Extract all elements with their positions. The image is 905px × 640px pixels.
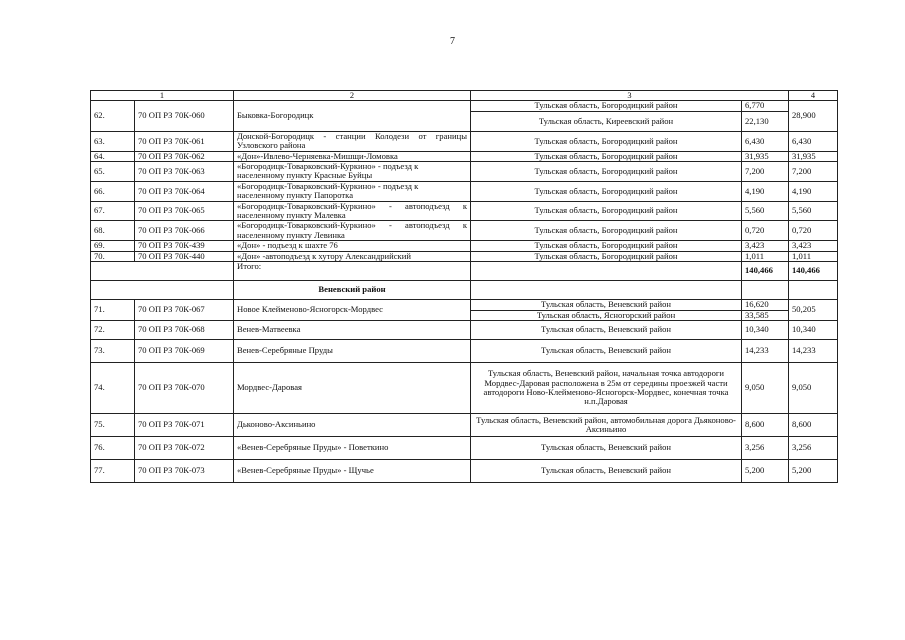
road-name: «Венев-Серебряные Пруды» - Щучье xyxy=(234,459,471,482)
district-row-blank xyxy=(91,281,234,300)
table-row xyxy=(91,339,838,362)
row-number: 65. xyxy=(91,162,135,182)
road-code: 70 ОП РЗ 70К-071 xyxy=(135,413,234,436)
road-name: «Дон» -автоподъезд к хутору Александрийский xyxy=(234,251,471,261)
row-number: 74. xyxy=(91,362,135,413)
road-code: 70 ОП РЗ 70К-439 xyxy=(135,241,234,251)
road-location: Тульская область, Богородицкий район xyxy=(471,201,742,221)
segment-length: 6,770 xyxy=(742,101,789,111)
row-number: 67. xyxy=(91,201,135,221)
total-length: 8,600 xyxy=(789,413,838,436)
table-row xyxy=(91,300,838,310)
table-row xyxy=(91,436,838,459)
table-row xyxy=(91,162,838,182)
header-col-1: 1 xyxy=(91,91,234,101)
total-length: 14,233 xyxy=(789,339,838,362)
total-length: 3,423 xyxy=(789,241,838,251)
road-code: 70 ОП РЗ 70К-065 xyxy=(135,201,234,221)
segment-length: 8,600 xyxy=(742,413,789,436)
total-length: 1,011 xyxy=(789,251,838,261)
table-row xyxy=(91,151,838,161)
segment-length: 31,935 xyxy=(742,151,789,161)
total-row-location-blank xyxy=(471,262,742,281)
page-number: 7 xyxy=(450,36,455,47)
road-location: Тульская область, Веневский район xyxy=(471,459,742,482)
road-name: Венев-Серебряные Пруды xyxy=(234,339,471,362)
road-name: «Дон»-Ивлево-Черняевка-Мишщи-Ломовка xyxy=(234,151,471,161)
total-row xyxy=(91,262,838,281)
total-length: 5,560 xyxy=(789,201,838,221)
road-location: Тульская область, Веневский район xyxy=(471,320,742,339)
road-name: Донской-Богородицк - станции Колодези от границы Узловского района xyxy=(234,131,471,151)
road-code: 70 ОП РЗ 70К-064 xyxy=(135,181,234,201)
total-length: 0,720 xyxy=(789,221,838,241)
total-length: 4,190 xyxy=(789,181,838,201)
segment-length: 33,585 xyxy=(742,310,789,320)
road-code: 70 ОП РЗ 70К-068 xyxy=(135,320,234,339)
road-code: 70 ОП РЗ 70К-072 xyxy=(135,436,234,459)
road-code: 70 ОП РЗ 70К-063 xyxy=(135,162,234,182)
segment-length: 3,423 xyxy=(742,241,789,251)
road-name: «Богородицк-Товарковский-Куркино» - автоподъезд к населенному пункту Малевка xyxy=(234,201,471,221)
row-number: 76. xyxy=(91,436,135,459)
row-number: 62. xyxy=(91,101,135,131)
road-name: «Богородицк-Товарковский-Куркино» - подъезд к населенному пункту Папоротка xyxy=(234,181,471,201)
row-number: 69. xyxy=(91,241,135,251)
total-length: 5,200 xyxy=(789,459,838,482)
row-number: 63. xyxy=(91,131,135,151)
road-location: Тульская область, Богородицкий район xyxy=(471,151,742,161)
road-location: Тульская область, Богородицкий район xyxy=(471,241,742,251)
district-title: Веневский район xyxy=(234,281,471,300)
header-col-4: 4 xyxy=(789,91,838,101)
table-row xyxy=(91,241,838,251)
row-number: 66. xyxy=(91,181,135,201)
district-row-location-blank xyxy=(471,281,742,300)
row-number: 73. xyxy=(91,339,135,362)
road-name: «Венев-Серебряные Пруды» - Поветкино xyxy=(234,436,471,459)
segment-length: 4,190 xyxy=(742,181,789,201)
district-row-total-blank xyxy=(789,281,838,300)
road-name: Быковка-Богородицк xyxy=(234,101,471,131)
road-location: Тульская область, Веневский район xyxy=(471,436,742,459)
subtotal-total: 140,466 xyxy=(789,262,838,281)
total-length: 28,900 xyxy=(789,101,838,131)
roads-table xyxy=(90,90,838,483)
road-name: Венев-Матвеевка xyxy=(234,320,471,339)
row-number: 72. xyxy=(91,320,135,339)
road-code: 70 ОП РЗ 70К-067 xyxy=(135,300,234,321)
table-row xyxy=(91,101,838,111)
road-location: Тульская область, Ясногорский район xyxy=(471,310,742,320)
row-number: 77. xyxy=(91,459,135,482)
table-row xyxy=(91,320,838,339)
subtotal-length: 140,466 xyxy=(742,262,789,281)
segment-length: 10,340 xyxy=(742,320,789,339)
road-name: «Богородицк-Товарковский-Куркино» - автоподъезд к населенному пункту Левинка xyxy=(234,221,471,241)
road-name: Мордвес-Даровая xyxy=(234,362,471,413)
road-code: 70 ОП РЗ 70К-060 xyxy=(135,101,234,131)
road-location: Тульская область, Богородицкий район xyxy=(471,162,742,182)
total-length: 6,430 xyxy=(789,131,838,151)
row-number: 71. xyxy=(91,300,135,321)
table-row xyxy=(91,221,838,241)
road-location: Тульская область, Веневский район, начальная точка автодороги Мордвес-Даровая расположена в 25м от середины проезжей части автодороги Ново-Клейменово-Ясногорск-Мордвес, конечная точка н.п.Даровая xyxy=(471,362,742,413)
road-location: Тульская область, Богородицкий район xyxy=(471,221,742,241)
segment-length: 5,200 xyxy=(742,459,789,482)
road-code: 70 ОП РЗ 70К-061 xyxy=(135,131,234,151)
road-location: Тульская область, Богородицкий район xyxy=(471,251,742,261)
total-length: 3,256 xyxy=(789,436,838,459)
table-row xyxy=(91,251,838,261)
header-col-2: 2 xyxy=(234,91,471,101)
total-length: 9,050 xyxy=(789,362,838,413)
row-number: 75. xyxy=(91,413,135,436)
road-name: «Богородицк-Товарковский-Куркино» - подъезд к населенному пункту Красные Буйцы xyxy=(234,162,471,182)
segment-length: 5,560 xyxy=(742,201,789,221)
road-name: Новое Клейменово-Ясногорск-Мордвес xyxy=(234,300,471,321)
segment-length: 6,430 xyxy=(742,131,789,151)
segment-length: 9,050 xyxy=(742,362,789,413)
segment-length: 22,130 xyxy=(742,111,789,131)
district-header-row xyxy=(91,281,838,300)
row-number: 68. xyxy=(91,221,135,241)
row-number: 70. xyxy=(91,251,135,261)
total-row-blank xyxy=(91,262,234,281)
road-location: Тульская область, Богородицкий район xyxy=(471,181,742,201)
table-row xyxy=(91,201,838,221)
segment-length: 0,720 xyxy=(742,221,789,241)
segment-length: 7,200 xyxy=(742,162,789,182)
road-location: Тульская область, Веневский район, автомобильная дорога Дьяконово-Аксиньино xyxy=(471,413,742,436)
road-code: 70 ОП РЗ 70К-073 xyxy=(135,459,234,482)
table-header-row xyxy=(91,91,838,101)
road-code: 70 ОП РЗ 70К-069 xyxy=(135,339,234,362)
total-length: 7,200 xyxy=(789,162,838,182)
table-row xyxy=(91,181,838,201)
road-location: Тульская область, Веневский район xyxy=(471,339,742,362)
segment-length: 14,233 xyxy=(742,339,789,362)
road-name: Дьконово-Аксиньино xyxy=(234,413,471,436)
total-length: 31,935 xyxy=(789,151,838,161)
road-location: Тульская область, Богородицкий район xyxy=(471,131,742,151)
table-row xyxy=(91,362,838,413)
header-col-3: 3 xyxy=(471,91,789,101)
road-code: 70 ОП РЗ 70К-070 xyxy=(135,362,234,413)
segment-length: 1,011 xyxy=(742,251,789,261)
road-location: Тульская область, Богородицкий район xyxy=(471,101,742,111)
district-row-length-blank xyxy=(742,281,789,300)
table-row xyxy=(91,459,838,482)
road-code: 70 ОП РЗ 70К-440 xyxy=(135,251,234,261)
road-code: 70 ОП РЗ 70К-062 xyxy=(135,151,234,161)
road-code: 70 ОП РЗ 70К-066 xyxy=(135,221,234,241)
segment-length: 3,256 xyxy=(742,436,789,459)
table-row xyxy=(91,131,838,151)
total-length: 50,205 xyxy=(789,300,838,321)
table-row xyxy=(91,413,838,436)
total-label: Итого: xyxy=(234,262,471,281)
row-number: 64. xyxy=(91,151,135,161)
total-length: 10,340 xyxy=(789,320,838,339)
road-name: «Дон» - подъезд к шахте 76 xyxy=(234,241,471,251)
road-location: Тульская область, Киреевский район xyxy=(471,111,742,131)
road-location: Тульская область, Веневский район xyxy=(471,300,742,310)
segment-length: 16,620 xyxy=(742,300,789,310)
